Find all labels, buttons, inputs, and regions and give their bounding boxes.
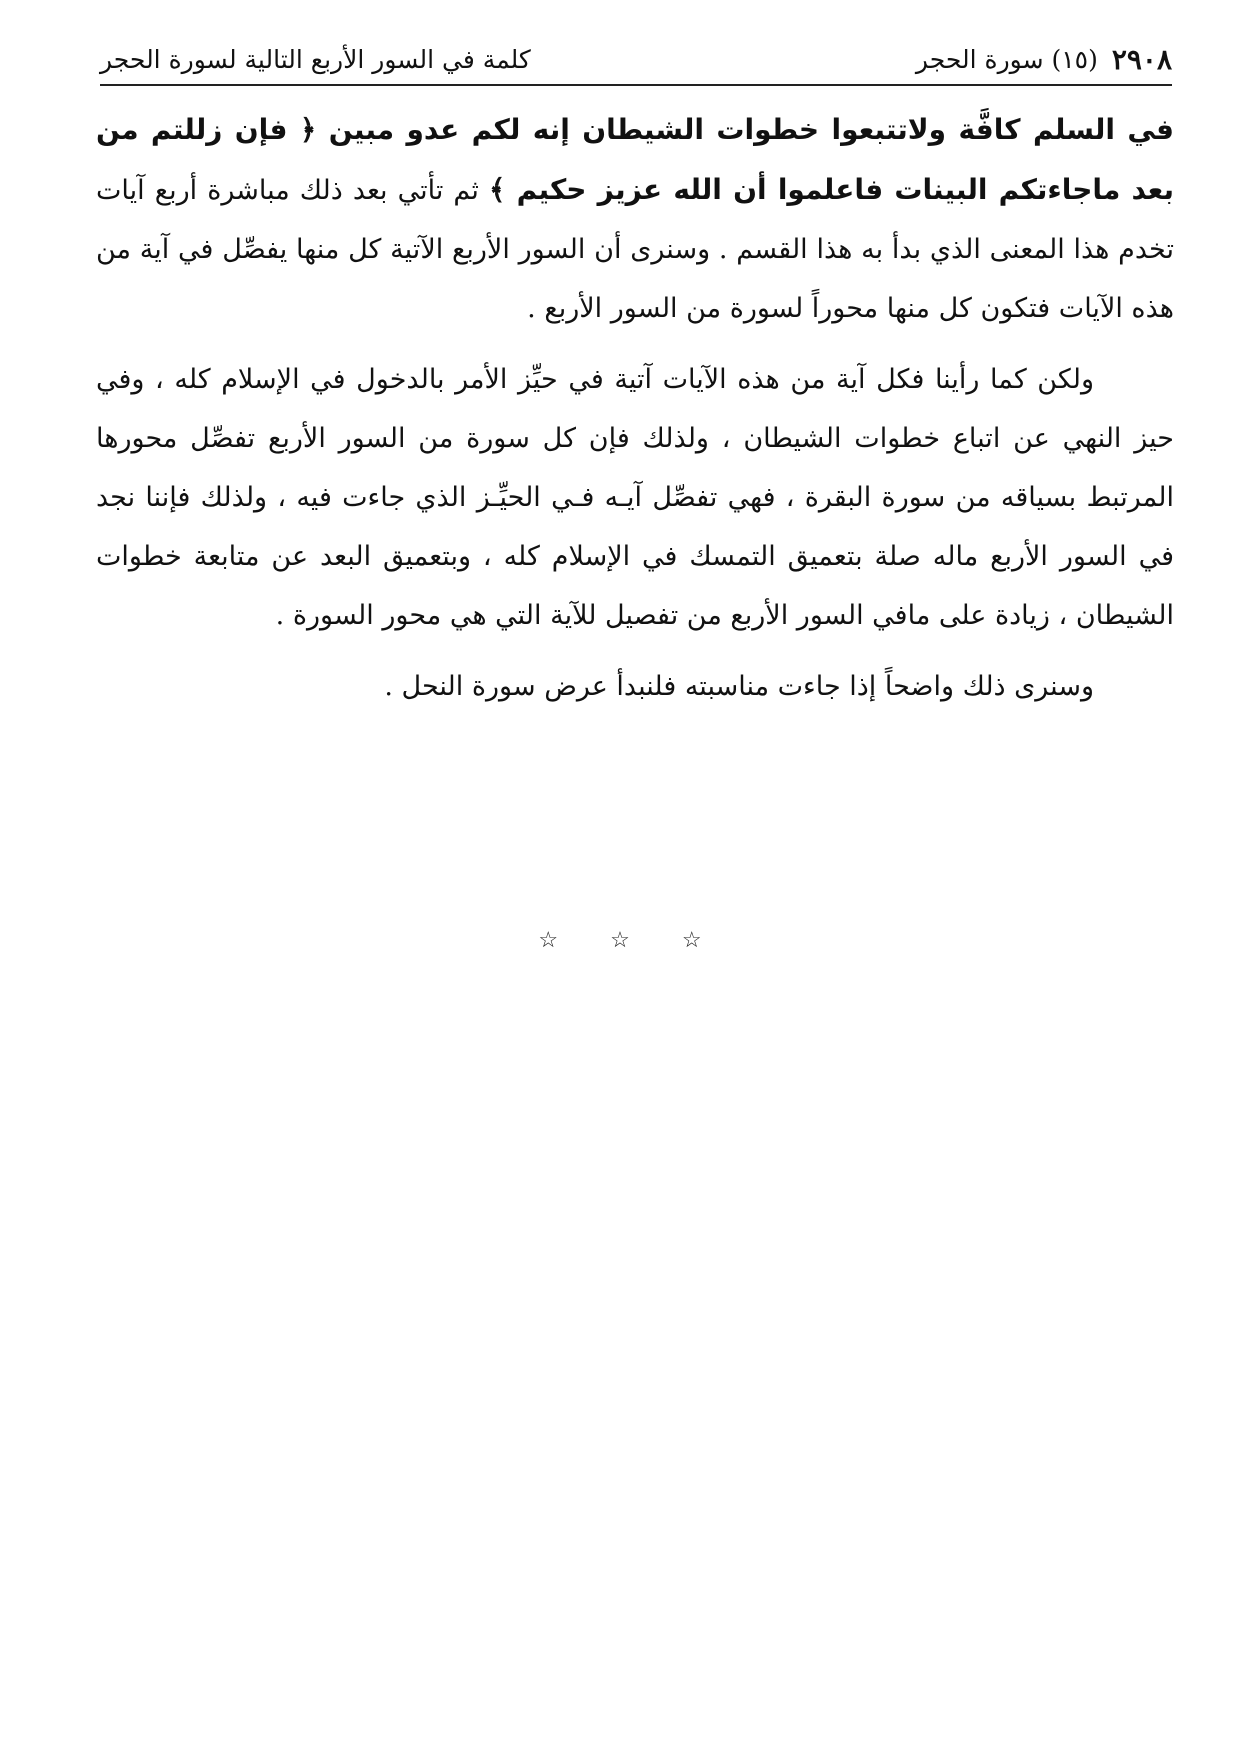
paragraph-3: وسنرى ذلك واضحاً إذا جاءت مناسبته فلنبدأ عرض سورة النحل . [384, 671, 1094, 702]
page-body [96, 100, 1174, 728]
surah-label: (١٥) سورة الحجر [915, 44, 1098, 74]
paragraph-1-text: ثم تأتي بعد ذلك مباشرة أربع آيات تخدم هذا المعنى الذي بدأ به هذا القسم . وسنرى أن السور الأربع الآتية كل منها يفصِّل في آية من هذه الآيات فتكون كل منها محوراً لسورة من السور الأربع . [96, 175, 1174, 324]
section-title: كلمة في السور الأربع التالية لسورة الحجر [100, 44, 531, 74]
quran-verse: في السلم كافَّة ولاتتبعوا خطوات الشيطان إنه لكم عدو مبين ﴿ فإن زللتم من بعد ماجاءتكم البينات فاعلموا أن الله عزيز حكيم ﴾ [96, 113, 1174, 206]
star-icon: ☆ [610, 928, 630, 953]
paragraph-2: ولكن كما رأينا فكل آية من هذه الآيات آتية في حيِّز الأمر بالدخول في الإسلام كله ، وفي حيز النهي عن اتباع خطوات الشيطان ، ولذلك فإن كل سورة من السور الأربع تفصِّل محورها المرتبط بسياقه من سورة البقرة ، فهي تفصِّل آيـه فـي الحيِّـز الذي جاءت فيه ، ولذلك فإننا نجد في السور الأربع ماله صلة بتعميق التمسك في الإسلام كله ، وبتعميق البعد عن متابعة خطوات الشيطان ، زيادة على مافي السور الأربع من تفصيل للآية التي هي محور السورة . [96, 364, 1174, 631]
page-header [100, 34, 1172, 86]
section-separator [0, 928, 1240, 953]
page-number: ٢٩٠٨ [1111, 42, 1172, 76]
star-icon: ☆ [681, 928, 702, 953]
header-right [916, 43, 1172, 76]
paragraph-1 [96, 100, 1174, 338]
star-icon: ☆ [538, 928, 559, 953]
